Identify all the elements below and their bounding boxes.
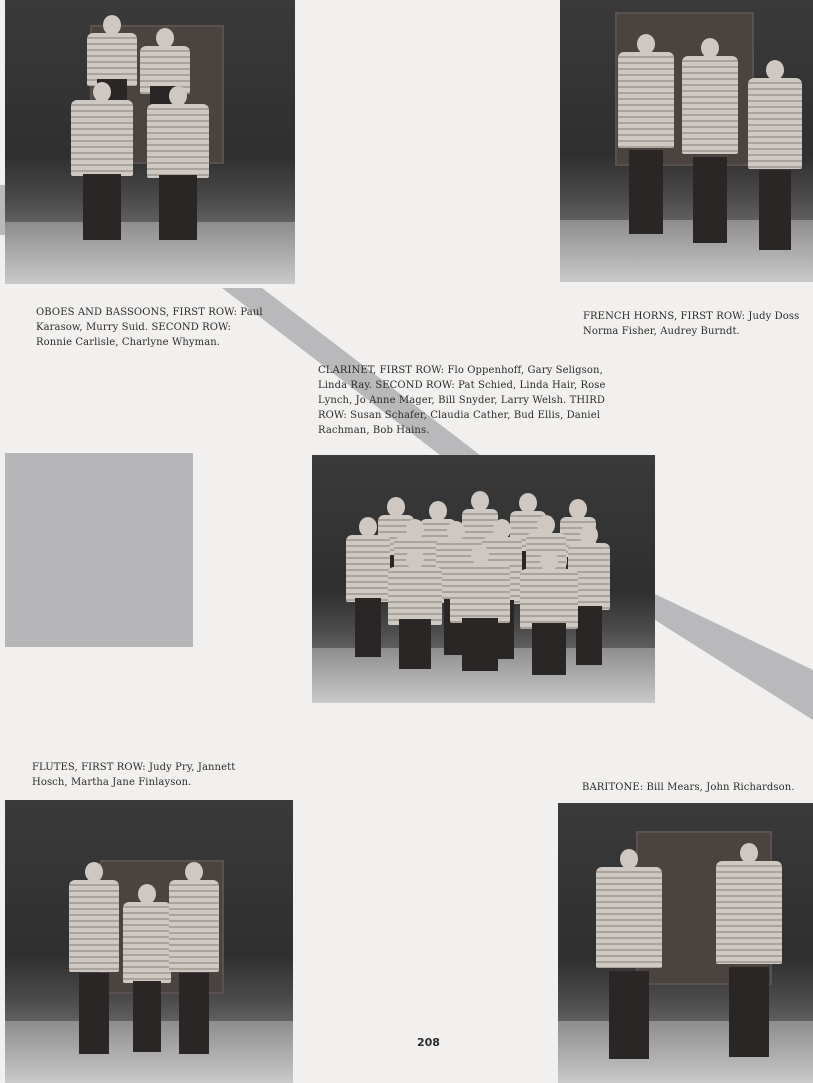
student-figure (346, 517, 390, 657)
caption-oboes-bassoons: OBOES AND BASSOONS, FIRST ROW: Paul Karasow, Murry Suid. SECOND ROW: Ronnie Carlisle, Charlyne Whyman. (36, 307, 263, 348)
student-figure (716, 843, 782, 1057)
photo-baritone (558, 803, 813, 1083)
photo-oboes-bassoons (5, 0, 295, 284)
student-figure (682, 38, 738, 243)
photo-french-horns (560, 0, 813, 282)
photo-clarinet (312, 455, 655, 703)
student-figure (388, 549, 442, 669)
student-figure (618, 34, 674, 234)
student-figure (169, 862, 219, 1054)
page-number: 208 (417, 1036, 440, 1049)
photo-flutes (5, 800, 293, 1083)
student-figure (123, 884, 171, 1052)
caption-baritone: BARITONE: Bill Mears, John Richardson. (582, 782, 795, 793)
student-figure (69, 862, 119, 1054)
caption-flutes: FLUTES, FIRST ROW: Judy Pry, Jannett Hosch, Martha Jane Finlayson. (32, 762, 236, 788)
student-figure (520, 551, 578, 675)
student-figure (71, 82, 133, 240)
caption-french-horns: FRENCH HORNS, FIRST ROW: Judy Doss Norma Fisher, Audrey Burndt. (583, 311, 800, 337)
student-figure (450, 545, 510, 671)
student-figure (147, 86, 209, 240)
student-figure (748, 60, 802, 250)
student-figure (596, 849, 662, 1059)
caption-clarinet: CLARINET, FIRST ROW: Flo Oppenhoff, Gary Seligson, Linda Ray. SECOND ROW: Pat Schied, Linda Hair, Rose Lynch, Jo Anne Mager, Bill Snyder, Larry Welsh. THIRD ROW: Susan Schafer, Claudia Cather, Bud Ellis, Daniel Rachman, Bob Hains. (318, 365, 606, 436)
